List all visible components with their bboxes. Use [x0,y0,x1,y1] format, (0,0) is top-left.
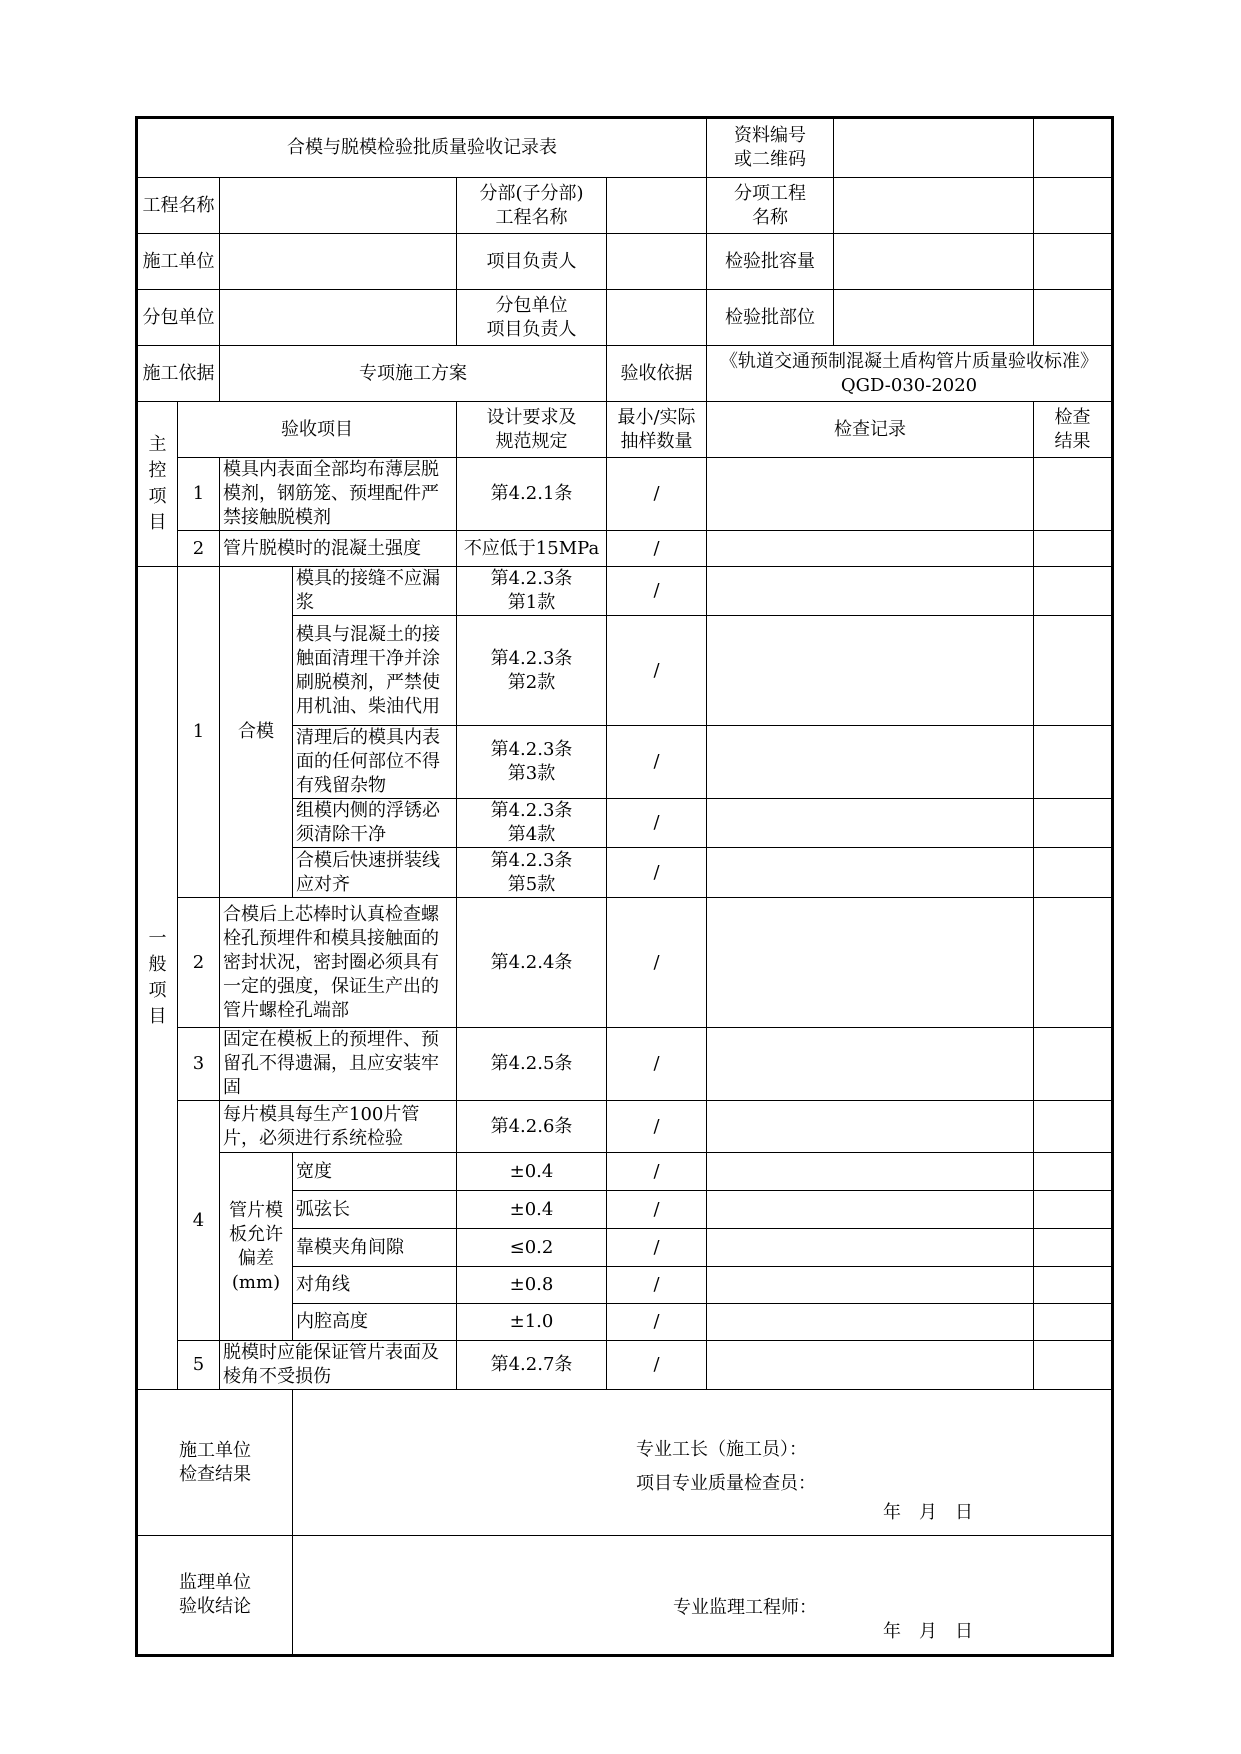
item-no: 5 [178,1341,220,1390]
item-text: 清理后的模具内表面的任何部位不得有残留杂物 [296,727,440,796]
item-result[interactable] [1034,1101,1113,1153]
item-text: 固定在模板上的预埋件、预留孔不得遗漏，且应安装牢固 [223,1029,439,1098]
item-design: 第4.2.5条 [457,1028,607,1101]
item-text: 模具与混凝土的接触面清理干净并涂刷脱模剂，严禁使用机油、柴油代用 [296,623,440,717]
batch-location-extra[interactable] [1034,290,1113,346]
item-result[interactable] [1034,1229,1113,1267]
item-record[interactable] [707,531,1034,567]
item-record[interactable] [707,1304,1034,1341]
date-label: 年 月 日 [883,1621,973,1642]
item-record[interactable] [707,898,1034,1028]
tolerance-value: ±0.8 [457,1267,607,1304]
table-row [137,1153,1113,1191]
tolerance-value: ±1.0 [457,1304,607,1341]
item-no: 1 [178,458,220,531]
item-record[interactable] [707,1153,1034,1191]
item-result[interactable] [1034,531,1113,567]
table-row [137,898,1113,1028]
item-sample: / [607,1153,707,1191]
acceptance-basis-value: 《轨道交通预制混凝土盾构管片质量验收标准》QGD-030-2020 [707,346,1113,402]
col-record-header: 检查记录 [707,402,1034,458]
tolerance-name: 对角线 [293,1267,457,1304]
item-text: 管片脱模时的混凝土强度 [220,531,457,567]
item-design: 第4.2.1条 [457,458,607,531]
item-record[interactable] [707,616,1034,726]
item-text: 脱模时应能保证管片表面及棱角不受损伤 [223,1342,439,1387]
table-row [137,567,1113,616]
sub-division-value[interactable] [607,178,707,234]
item-result[interactable] [1034,799,1113,848]
item-sample: / [607,1028,707,1101]
date-label: 年 月 日 [883,1502,973,1523]
acceptance-basis-label: 验收依据 [607,346,707,402]
item-text: 模具的接缝不应漏浆 [296,568,440,613]
contractor-result-area[interactable] [293,1390,1113,1536]
project-manager-label: 项目负责人 [457,234,607,290]
item-record[interactable] [707,848,1034,898]
item-sample: / [607,898,707,1028]
supervising-engineer-label: 专业监理工程师： [673,1597,817,1618]
item-result[interactable] [1034,616,1113,726]
item-sample: / [607,458,707,531]
general-group-label: 一 般 项 目 [137,567,178,1390]
sub-item-extra[interactable] [1034,178,1113,234]
subcontractor-value[interactable] [220,290,457,346]
basis-value: 专项施工方案 [220,346,607,402]
item-sample: / [607,1191,707,1229]
sub-manager-value[interactable] [607,290,707,346]
item-design: 第4.2.3条 第1款 [457,567,607,616]
item-record[interactable] [707,1028,1034,1101]
batch-location-value[interactable] [834,290,1034,345]
doc-no-label: 资料编号 或二维码 [707,119,834,177]
basis-label: 施工依据 [137,346,220,402]
foreman-label: 专业工长（施工员）： [636,1439,807,1460]
supervisor-conclusion-area[interactable] [293,1536,1113,1656]
item-text: 组模内侧的浮锈必须清除干净 [296,800,440,845]
item-design: 第4.2.7条 [457,1341,607,1390]
table-row [137,531,1113,567]
item-record[interactable] [707,1101,1034,1153]
item-sample: / [607,1267,707,1304]
item-text: 每片模具每生产100片管片，必须进行系统检验 [223,1103,420,1149]
tolerance-group-label: 管片模 板允许 偏差 (mm) [220,1153,293,1341]
item-text: 合模后上芯棒时认真检查螺栓孔预埋件和模具接触面的密封状况，密封圈必须具有一定的强度，保证生产出的管片螺栓孔端部 [223,903,439,1021]
item-sample: / [607,1229,707,1267]
item-result[interactable] [1034,1028,1113,1101]
item-result[interactable] [1034,726,1113,799]
subcontractor-label: 分包单位 [137,290,220,346]
project-name-value[interactable] [220,178,457,234]
item-sample: / [607,567,707,616]
item-sample: / [607,1341,707,1390]
project-manager-value[interactable] [607,234,707,290]
item-no: 4 [178,1101,220,1341]
item-sample: / [607,531,707,567]
tolerance-value: ≤0.2 [457,1229,607,1267]
item-record[interactable] [707,567,1034,616]
col-result-header: 检查 结果 [1034,402,1113,458]
form-title: 合模与脱模检验批质量验收记录表 [137,118,707,178]
item-text: 合模后快速拼装线应对齐 [296,849,440,895]
item-result[interactable] [1034,1153,1113,1191]
item-record[interactable] [707,799,1034,848]
item-record[interactable] [707,1341,1034,1390]
item-design: 第4.2.6条 [457,1101,607,1153]
item-no: 3 [178,1028,220,1101]
tolerance-name: 弧弦长 [293,1191,457,1229]
table-row [137,1101,1113,1153]
contractor-label: 施工单位 [137,234,220,290]
item-no: 2 [178,531,220,567]
sub-division-label: 分部(子分部) 工程名称 [457,178,607,234]
item-sample: / [607,1101,707,1153]
item-record[interactable] [707,458,1034,531]
col-item-header: 验收项目 [178,402,457,458]
item-sample: / [607,1304,707,1341]
item-no: 1 [178,567,220,898]
tolerance-name: 内腔高度 [293,1304,457,1341]
sub-manager-label: 分包单位 项目负责人 [457,290,607,346]
item-record[interactable] [707,1191,1034,1229]
item-result[interactable] [1034,1267,1113,1304]
col-design-header: 设计要求及 规范规定 [457,402,607,458]
contractor-result-label: 施工单位 检查结果 [137,1390,293,1536]
item-design: 第4.2.3条 第3款 [457,726,607,799]
tolerance-name: 宽度 [293,1153,457,1191]
batch-capacity-value[interactable] [834,234,1034,289]
item-result[interactable] [1034,458,1113,531]
item-sample: / [607,726,707,799]
item-design: 不应低于15MPa [457,531,607,567]
doc-no-value[interactable] [834,119,1034,177]
item-design: 第4.2.3条 第5款 [457,848,607,898]
item-text: 模具内表面全部均布薄层脱模剂，钢筋笼、预埋配件严禁接触脱模剂 [223,459,439,528]
item-record[interactable] [707,1229,1034,1267]
item-result[interactable] [1034,848,1113,898]
tolerance-value: ±0.4 [457,1191,607,1229]
tolerance-value: ±0.4 [457,1153,607,1191]
item-result[interactable] [1034,567,1113,616]
sub-item-label: 分项工程 名称 [707,178,834,233]
item-no: 2 [178,898,220,1028]
batch-capacity-label: 检验批容量 [707,234,834,289]
item-result[interactable] [1034,898,1113,1028]
contractor-value[interactable] [220,234,457,290]
main-control-group-label: 主 控 项 目 [137,402,178,567]
item-sample: / [607,616,707,726]
supervisor-conclusion-label: 监理单位 验收结论 [137,1536,293,1656]
item-sample: / [607,799,707,848]
qc-inspector-label: 项目专业质量检查员： [636,1473,816,1494]
table-row [137,1028,1113,1101]
project-name-label: 工程名称 [137,178,220,234]
col-sample-header: 最小/实际 抽样数量 [607,402,707,458]
table-row [137,458,1113,531]
item-record[interactable] [707,726,1034,799]
item-sample: / [607,848,707,898]
heji-label: 合模 [220,567,293,898]
acceptance-record-form [135,116,1114,1657]
item-result[interactable] [1034,1341,1113,1390]
doc-no-extra[interactable] [1034,118,1113,178]
table-row [137,1341,1113,1390]
batch-capacity-extra[interactable] [1034,234,1113,290]
item-design: 第4.2.3条 第4款 [457,799,607,848]
batch-location-label: 检验批部位 [707,290,834,345]
item-design: 第4.2.3条 第2款 [457,616,607,726]
sub-item-value[interactable] [834,178,1034,233]
item-result[interactable] [1034,1304,1113,1341]
tolerance-name: 靠模夹角间隙 [293,1229,457,1267]
item-result[interactable] [1034,1191,1113,1229]
item-record[interactable] [707,1267,1034,1304]
item-design: 第4.2.4条 [457,898,607,1028]
